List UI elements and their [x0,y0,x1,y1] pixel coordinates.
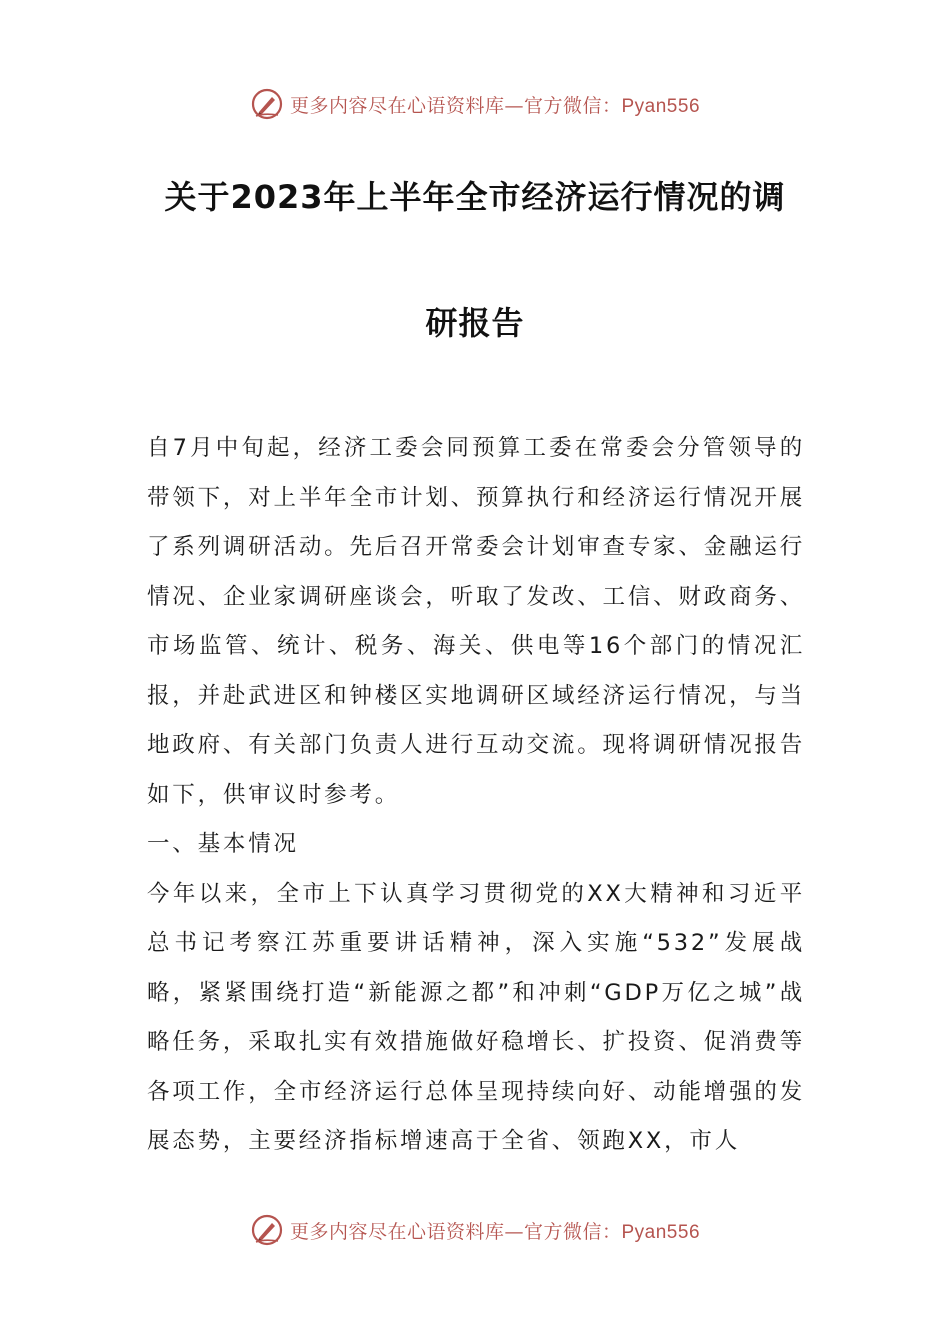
banner-text [290,91,700,118]
document-title-line1: 关于2023年上半年全市经济运行情况的调 [164,178,786,216]
paragraph-intro: 自7月中旬起，经济工委会同预算工委在常委会分管领导的带领下，对上半年全市计划、预算执行和经济运行情况开展了系列调研活动。先后召开常委会计划审查专家、金融运行情况、企业家调研座谈会，听取了发改、工信、财政商务、市场监管、统计、税务、海关、供电等16个部门的情况汇报，并赴武进区和钟楼区实地调研区域经济运行情况，与当地政府、有关部门负责人进行互动交流。现将调研情况报告如下，供审议时参考。 [147,435,805,808]
footer-banner [0,1210,950,1250]
paragraph-basic-situation: 今年以来，全市上下认真学习贯彻党的XX大精神和习近平总书记考察江苏重要讲话精神，深入实施“532”发展战略，紧紧围绕打造“新能源之都”和冲刺“GDP万亿之城”战略任务，采取扎实有效措施做好稳增长、扩投资、促消费等各项工作，全市经济运行总体呈现持续向好、动能增强的发展态势，主要经济指标增速高于全省、领跑XX，市人 [147,880,805,1154]
document-title-line2: 研报告 [425,304,525,342]
pen-logo-icon [250,1213,284,1247]
wechat-id: Pyan556 [621,95,701,117]
banner-label: 更多内容尽在心语资料库—官方微信： [289,1220,622,1243]
banner-label: 更多内容尽在心语资料库—官方微信： [289,94,622,117]
section-heading: 一、基本情况 [147,831,299,857]
banner-text [290,1217,700,1244]
wechat-id: Pyan556 [621,1221,701,1243]
header-banner [0,84,950,124]
document-body [147,424,805,1167]
pen-logo-icon [250,87,284,121]
